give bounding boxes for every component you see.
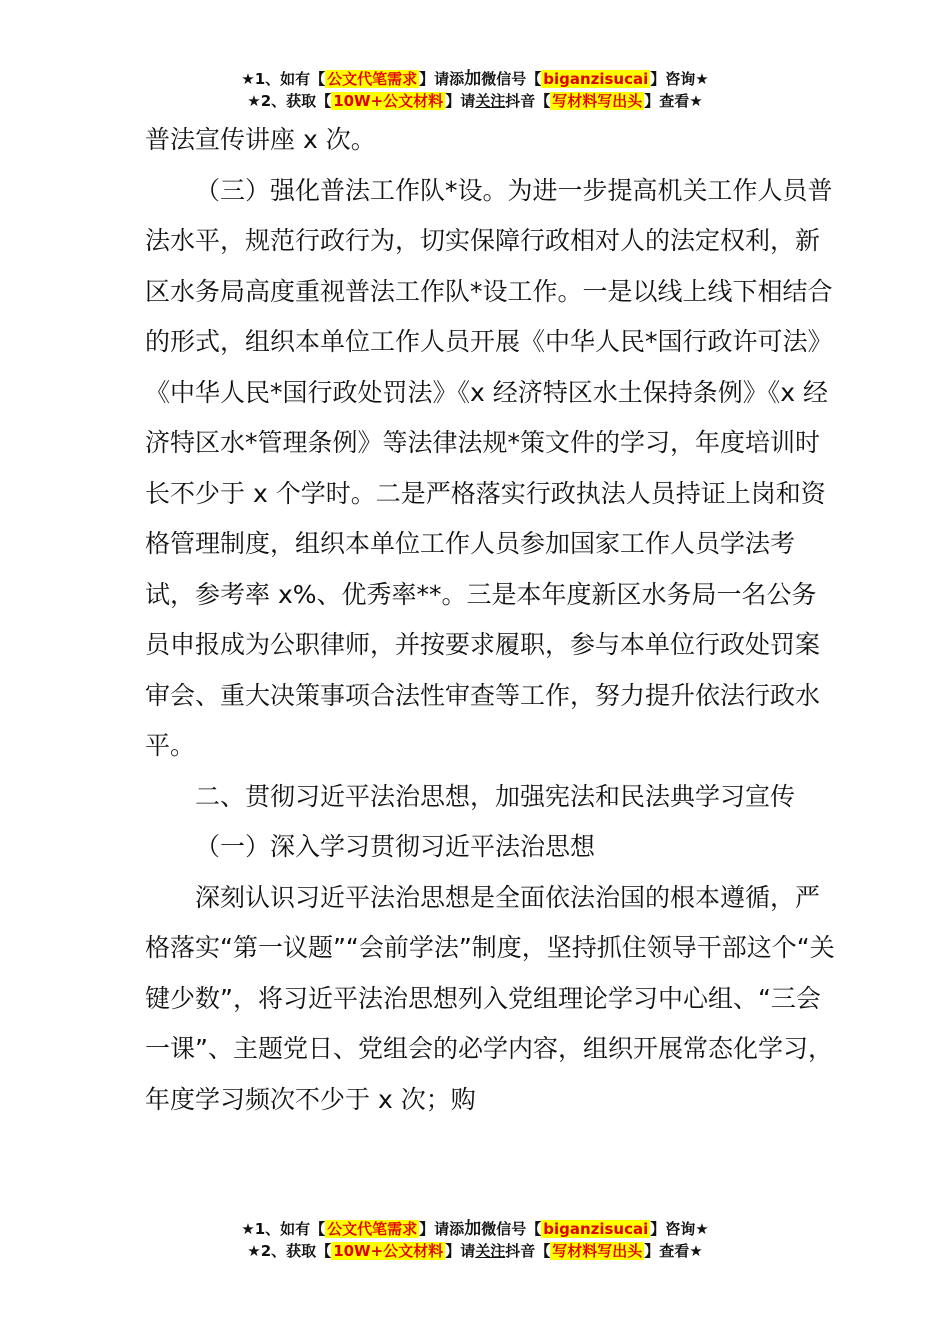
banner-suffix: 】查看★ <box>644 92 703 110</box>
document-body <box>145 115 835 1125</box>
banner-suffix: 】咨询★ <box>650 1220 709 1238</box>
banner-prefix: ★2、获取【 <box>247 1242 332 1260</box>
paragraph-study-thought: 深刻认识习近平法治思想是全面依法治国的根本遵循，严格落实“第一议题”“会前学法”制度，坚持抓住领导干部这个“关键少数”，将习近平法治思想列入党组理论学习中心组、“三会一课”、主题党日、党组会的必学内容，组织开展常态化学习，年度学习频次不少于 x 次；购 <box>145 882 835 1114</box>
banner-douyin-id: 写材料写出头 <box>552 1242 643 1260</box>
banner-text: 】请添 <box>419 1220 465 1238</box>
banner-suffix: 】查看★ <box>644 1242 703 1260</box>
banner-line-1 <box>0 1218 950 1240</box>
banner-prefix: ★1、如有【 <box>241 70 326 88</box>
banner-douyin-id: 写材料写出头 <box>552 92 643 110</box>
paragraph-section-three: （三）强化普法工作队*设。为进一步提高机关工作人员普法水平，规范行政行为，切实保障行政相对人的法定权利，新区水务局高度重视普法工作队*设工作。一是以线上线下相结合的形式，组织本单位工作人员开展《中华人民*国行政许可法》《中华人民*国行政处罚法》《x 经济特区水土保持条例》《x 经济特区水*管理条例》等法律法规*策文件的学习，年度培训时长不少于 x 个学时。二是严格落实行政执法人员持证上岗和资格管理制度，组织本单位工作人员参加国家工作人员学法考试，参考率 x%、优秀率**。三是本年度新区水务局一名公务员申报成为公职律师，并按要求履职，参与本单位行政处罚案审会、重大决策事项合法性审查等工作，努力提升依法行政水平。 <box>145 175 833 760</box>
banner-text: 抖音【 <box>505 92 551 110</box>
banner-highlight: 10W+公文材料 <box>333 92 444 110</box>
banner-line-2 <box>0 90 950 112</box>
banner-wechat-id: biganzisucai <box>543 70 649 88</box>
banner-underline-word: 关注 <box>475 1242 506 1260</box>
banner-highlight: 公文代笔需求 <box>327 1220 418 1238</box>
banner-bold-word: 加 <box>464 1219 482 1239</box>
paragraph-continuation: 普法宣传讲座 x 次。 <box>145 125 376 154</box>
banner-prefix: ★2、获取【 <box>247 92 332 110</box>
heading-subsection-one: （一）深入学习贯彻习近平法治思想 <box>195 832 596 861</box>
banner-text: 抖音【 <box>505 1242 551 1260</box>
banner-prefix: ★1、如有【 <box>241 1220 326 1238</box>
banner-highlight: 10W+公文材料 <box>333 1242 444 1260</box>
banner-text: 】请 <box>445 1242 476 1260</box>
banner-text: 】请 <box>445 92 476 110</box>
banner-line-2 <box>0 1240 950 1262</box>
banner-suffix: 】咨询★ <box>650 70 709 88</box>
banner-text: 微信号【 <box>481 70 542 88</box>
banner-line-1 <box>0 68 950 90</box>
banner-bold-word: 加 <box>464 69 482 89</box>
banner-wechat-id: biganzisucai <box>543 1220 649 1238</box>
header-banner <box>0 68 950 112</box>
footer-banner <box>0 1218 950 1262</box>
banner-text: 】请添 <box>419 70 465 88</box>
banner-highlight: 公文代笔需求 <box>327 70 418 88</box>
heading-section-two: 二、贯彻习近平法治思想，加强宪法和民法典学习宣传 <box>195 781 796 811</box>
banner-text: 微信号【 <box>481 1220 542 1238</box>
banner-underline-word: 关注 <box>475 92 506 110</box>
